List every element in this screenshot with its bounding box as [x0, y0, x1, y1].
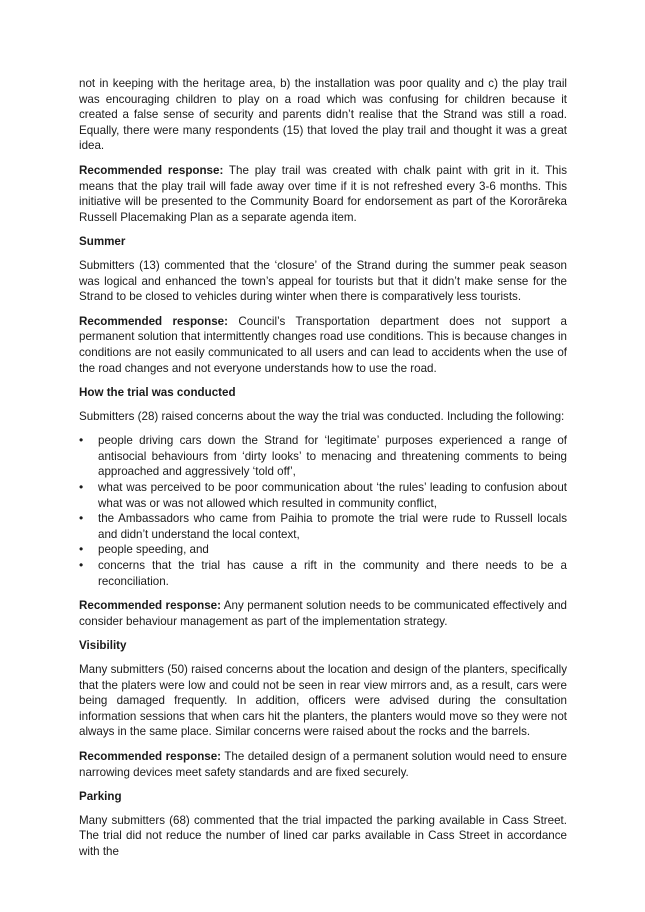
list-item: • people speeding, and: [79, 542, 567, 558]
recommended-response-text: The detailed design of a permanent solution would need to ensure narrowing devices meet safety standards and are fixed securely.: [79, 749, 567, 779]
recommended-response-label: Recommended response:: [79, 163, 224, 177]
recommended-response-text: The play trail was created with chalk paint with grit in it. This means that the play trail will fade away over time if it is not refreshed every 3-6 months. This initiative will be presented to the Community Board for endorsement as part of the Kororāreka Russell Placemaking Plan as a separate agenda item.: [79, 163, 567, 224]
heading-visibility: Visibility: [79, 639, 127, 653]
heading-parking: Parking: [79, 790, 122, 804]
heading-summer: Summer: [79, 235, 126, 249]
list-item: • what was perceived to be poor communication about ‘the rules’ leading to confusion about what was or was not allowed which resulted in community conflict,: [79, 480, 567, 511]
recommended-response-summer: [79, 314, 567, 376]
paragraph-visibility: Many submitters (50) raised concerns about the location and design of the planters, specifically that the platers were low and could not be seen in rear view mirrors and, as a result, cars were being damaged frequently. In addition, officers were advised during the consultation information sessions that when cars hit the planters, the planters would move so they were not always in the same place. Similar concerns were raised about the rocks and the barrels.: [79, 663, 567, 739]
recommended-response-play-trail: [79, 163, 567, 225]
paragraph-play-trail: not in keeping with the heritage area, b) the installation was poor quality and c) the play trail was encouraging children to play on a road which was confusing for children because it created a false sense of security and parents didn’t realise that the Strand was still a road. Equally, there were many respondents (15) that loved the play trail and thought it was a great idea.: [79, 77, 567, 153]
recommended-response-label: Recommended response:: [79, 599, 221, 613]
paragraph-summer: Submitters (13) commented that the ‘closure’ of the Strand during the summer peak season was logical and enhanced the town’s appeal for tourists but that it didn’t make sense for the Strand to be closed to vehicles during winter when there is comparatively less tourists.: [79, 258, 567, 304]
paragraph-parking: Many submitters (68) commented that the trial impacted the parking available in Cass Street. The trial did not reduce the number of lined car parks available in Cass Street in accordance with the: [79, 813, 567, 858]
recommended-response-label: Recommended response:: [79, 749, 222, 763]
recommended-response-label: Recommended response:: [79, 314, 228, 328]
list-item: • people driving cars down the Strand for ‘legitimate’ purposes experienced a range of antisocial behaviours from ‘dirty looks’ to menacing and threatening comments to being approached and aggressively ‘told off’,: [79, 433, 567, 480]
paragraph-trial: Submitters (28) raised concerns about the way the trial was conducted. Including the following:: [79, 409, 565, 423]
heading-how-trial-conducted: How the trial was conducted: [79, 386, 236, 400]
recommended-response-visibility: [79, 749, 567, 780]
recommended-response-text: Council’s Transportation department does not support a permanent solution that intermittently changes road use conditions. This is because changes in conditions are not easily communicated to all users and can lead to accidents when the use of the road changes and not everyone understands how to use the road.: [79, 314, 567, 375]
list-item: • concerns that the trial has cause a rift in the community and there needs to be a reconciliation.: [79, 558, 567, 589]
document-page: [79, 76, 567, 869]
recommended-response-trial: [79, 598, 567, 629]
recommended-response-text: Any permanent solution needs to be communicated effectively and consider behaviour management as part of the implementation strategy.: [79, 599, 567, 628]
list-item: • the Ambassadors who came from Paihia to promote the trial were rude to Russell locals and didn’t understand the local context,: [79, 511, 567, 542]
concerns-list: [79, 433, 567, 589]
